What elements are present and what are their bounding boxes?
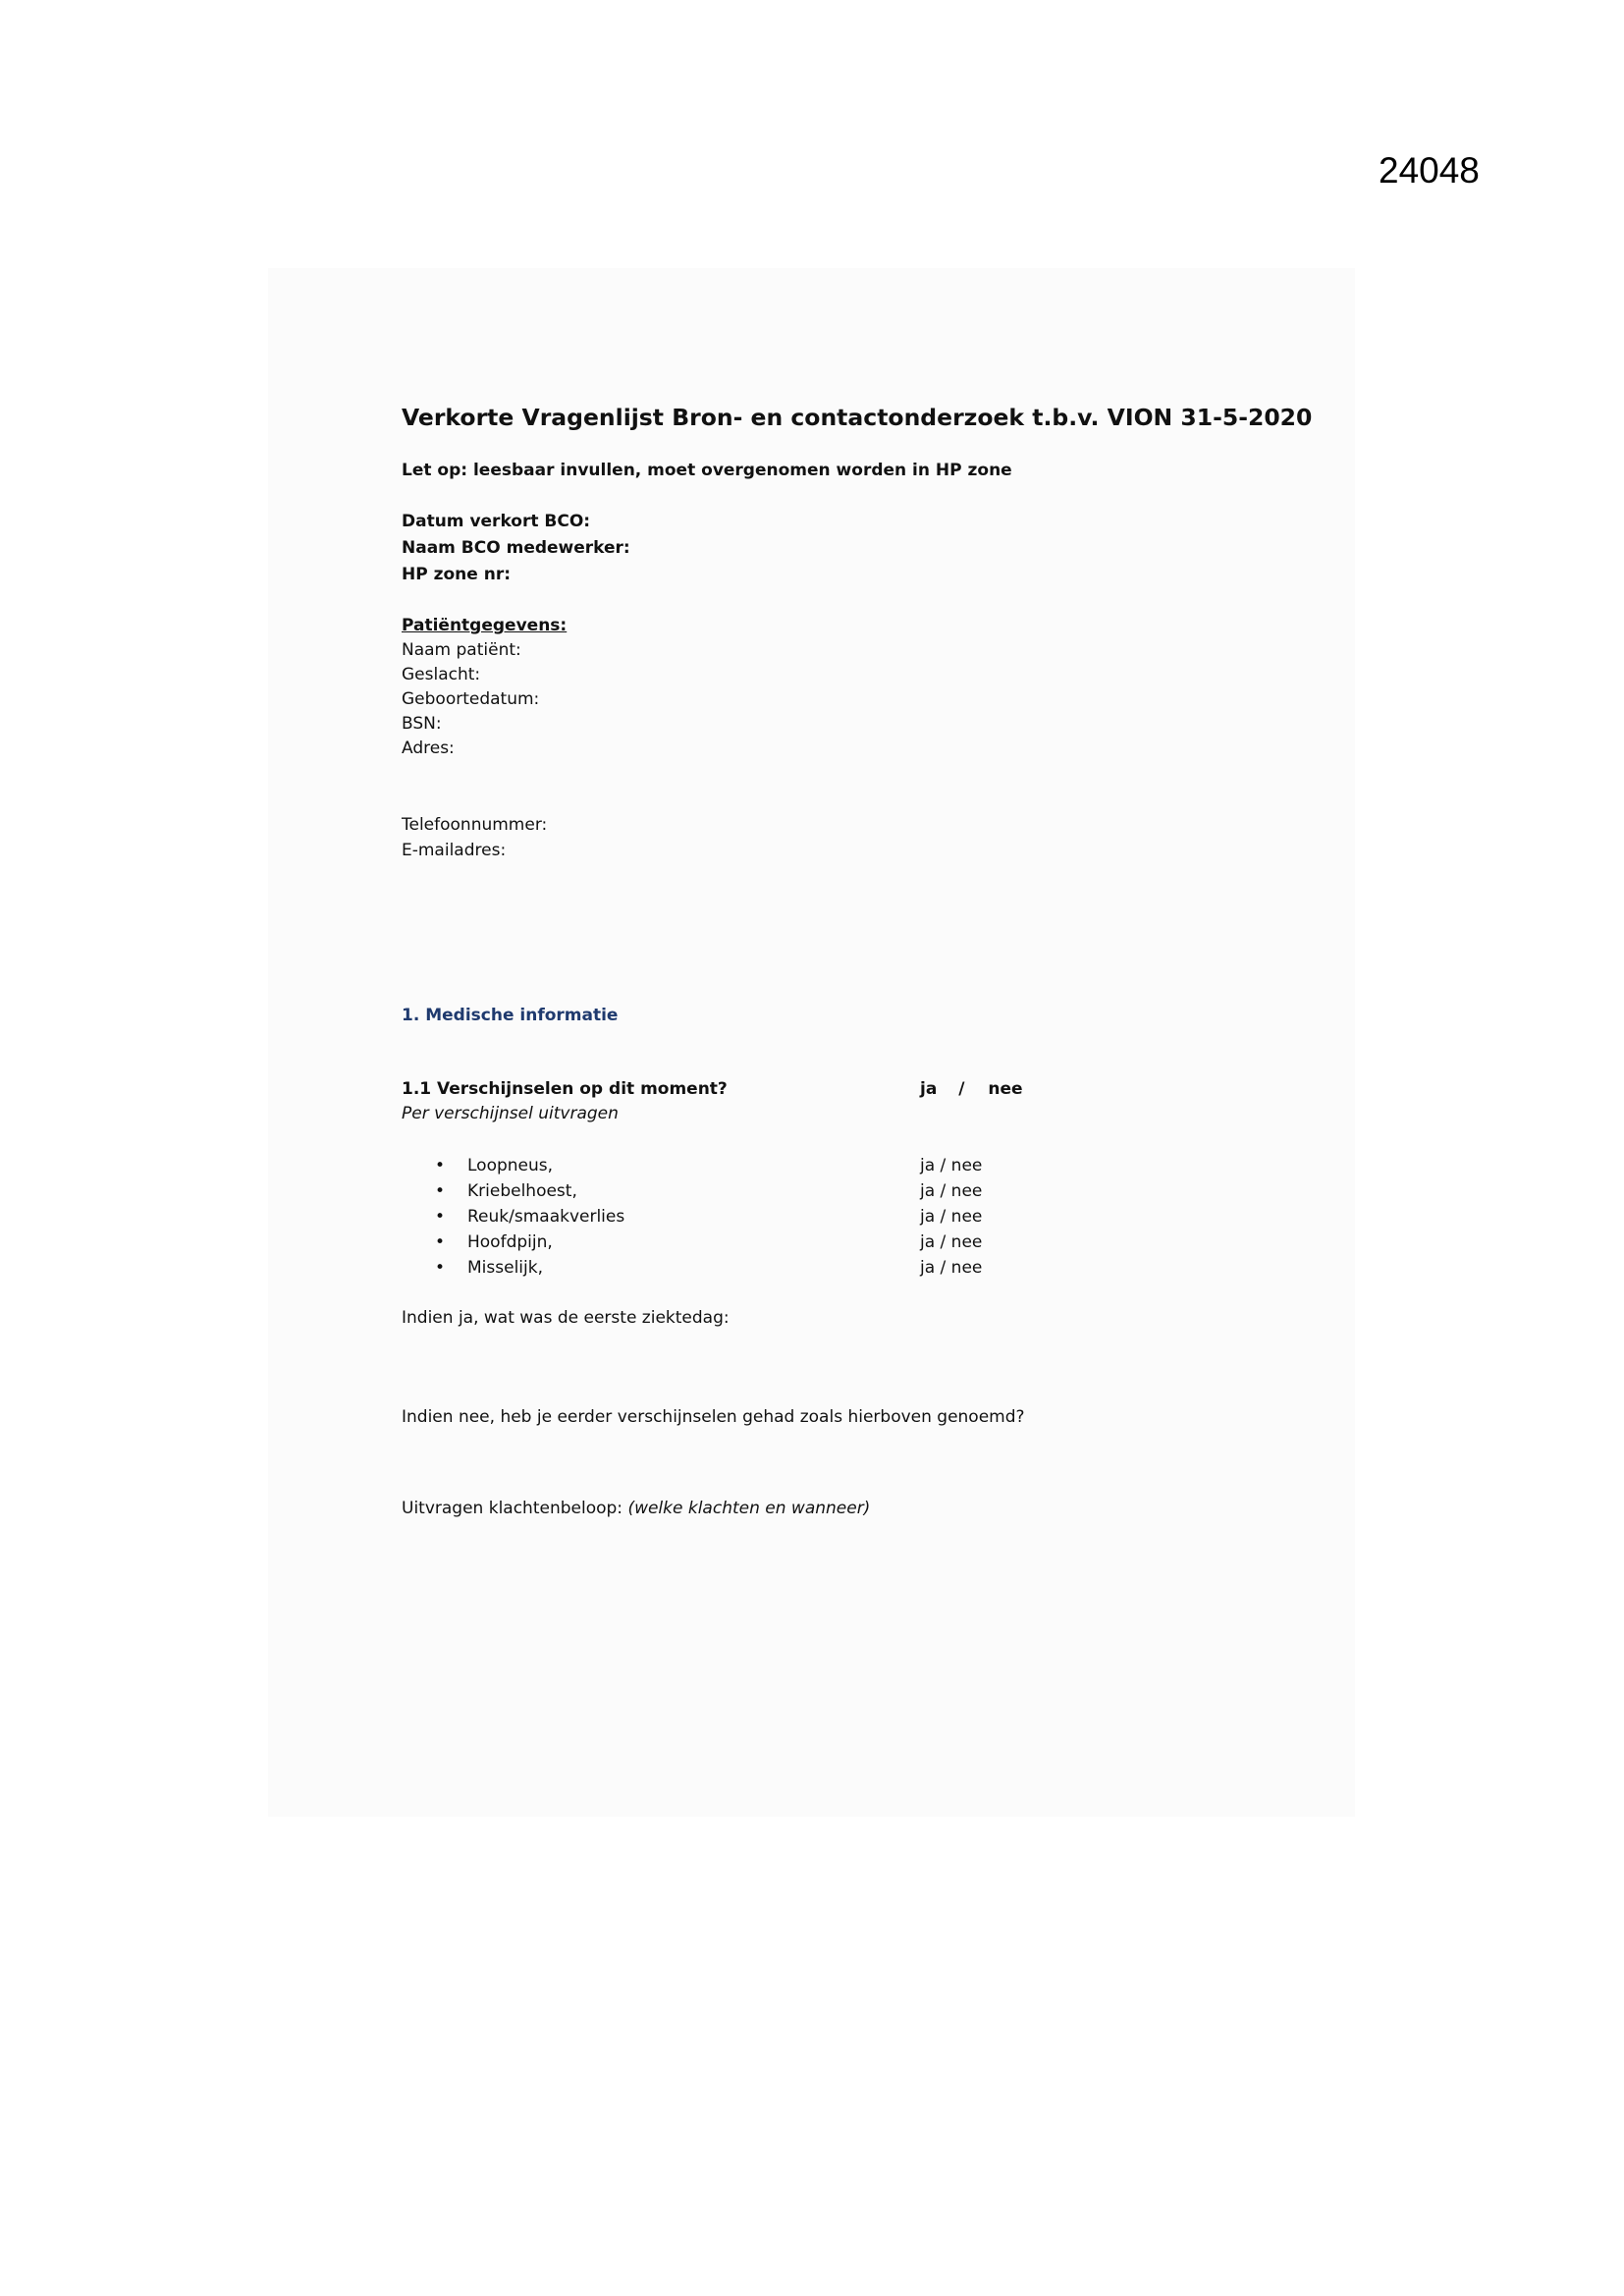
field-hp-zone-nr: HP zone nr: xyxy=(402,565,512,584)
symptom-answer: ja / nee xyxy=(920,1207,983,1227)
scanned-page xyxy=(268,268,1355,1817)
symptom-row xyxy=(402,1179,1030,1205)
symptom-name: Loopneus, xyxy=(467,1156,554,1175)
answer-no: nee xyxy=(988,1079,1023,1099)
bullet: • xyxy=(435,1207,446,1227)
answer-yes: ja xyxy=(920,1079,938,1099)
instruction-note: Let op: leesbaar invullen, moet overgenomen worden in HP zone xyxy=(402,461,1012,480)
form-title: Verkorte Vragenlijst Bron- en contactonderzoek t.b.v. VION 31-5-2020 xyxy=(402,404,1313,431)
bullet: • xyxy=(435,1258,446,1278)
question-1-1-answer xyxy=(920,1077,1023,1102)
symptom-row xyxy=(402,1205,1030,1230)
field-patient-name: Naam patiënt: xyxy=(402,640,521,660)
bullet: • xyxy=(435,1156,446,1175)
if-yes-first-sick-day: Indien ja, wat was de eerste ziektedag: xyxy=(402,1308,730,1328)
symptom-row xyxy=(402,1256,1030,1282)
symptom-answer: ja / nee xyxy=(920,1232,983,1252)
field-employee-name: Naam BCO medewerker: xyxy=(402,538,630,558)
bullet: • xyxy=(435,1181,446,1201)
patient-data-heading: Patiëntgegevens: xyxy=(402,616,568,635)
page-number: 24048 xyxy=(1379,150,1480,191)
complaint-course xyxy=(402,1497,870,1521)
symptom-name: Kriebelhoest, xyxy=(467,1181,577,1201)
symptom-answer: ja / nee xyxy=(920,1181,983,1201)
question-1-1-hint: Per verschijnsel uitvragen xyxy=(402,1104,619,1123)
complaint-course-hint: (welke klachten en wanneer) xyxy=(627,1499,871,1518)
section-medical-heading: 1. Medische informatie xyxy=(402,1006,619,1025)
field-gender: Geslacht: xyxy=(402,665,481,684)
symptom-name: Reuk/smaakverlies xyxy=(467,1207,625,1227)
field-date: Datum verkort BCO: xyxy=(402,512,591,531)
symptom-row xyxy=(402,1154,1030,1179)
field-bsn: BSN: xyxy=(402,714,442,734)
field-phone: Telefoonnummer: xyxy=(402,815,548,835)
field-email: E-mailadres: xyxy=(402,841,507,860)
symptom-name: Misselijk, xyxy=(467,1258,543,1278)
field-address: Adres: xyxy=(402,738,455,758)
question-1-1: 1.1 Verschijnselen op dit moment? xyxy=(402,1079,728,1099)
symptom-answer: ja / nee xyxy=(920,1156,983,1175)
if-no-earlier-symptoms: Indien nee, heb je eerder verschijnselen gehad zoals hierboven genoemd? xyxy=(402,1407,1025,1427)
symptom-name: Hoofdpijn, xyxy=(467,1232,553,1252)
complaint-course-label: Uitvragen klachtenbeloop: xyxy=(402,1499,623,1518)
symptom-answer: ja / nee xyxy=(920,1258,983,1278)
answer-separator: / xyxy=(958,1079,965,1099)
symptom-row xyxy=(402,1230,1030,1256)
field-birth-date: Geboortedatum: xyxy=(402,689,540,709)
bullet: • xyxy=(435,1232,446,1252)
